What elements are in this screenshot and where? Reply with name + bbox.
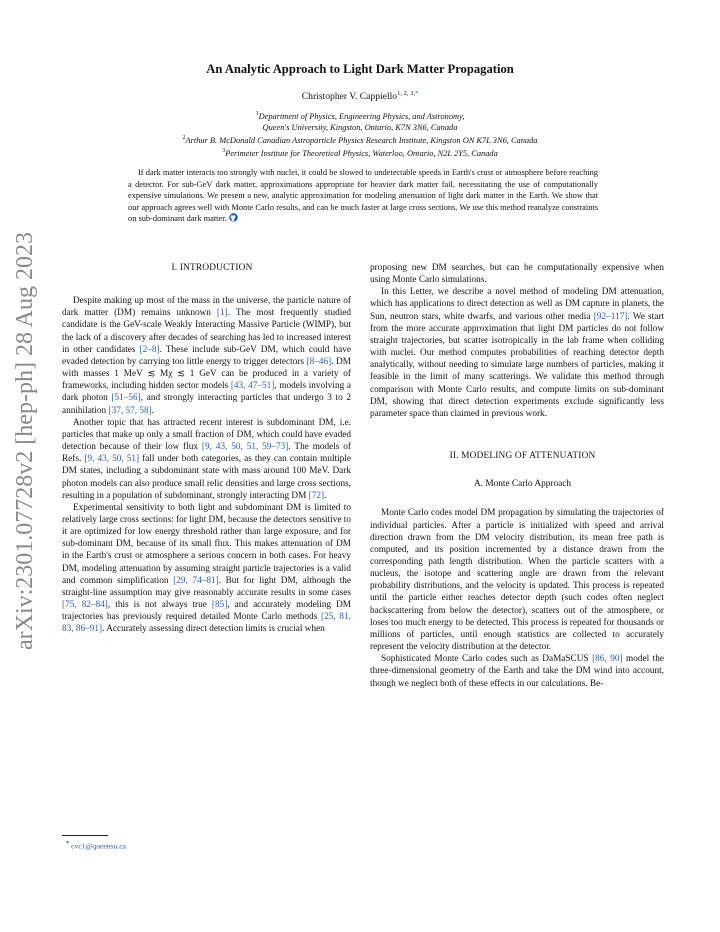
github-icon[interactable] [229, 214, 238, 223]
affiliation-line: Queen's University, Kingston, Ontario, K7N 3N6, Canada [262, 122, 458, 132]
arxiv-identifier-stamp [6, 232, 40, 652]
footnote [66, 840, 126, 851]
paragraph-text: Another topic that has attracted recent interest is subdominant DM, i.e. particles that make up only a small fraction of DM, which could have evaded detection because of their low flux [62, 417, 351, 453]
paragraph-text: fall under both categories, as they can contain multiple DM states, including a subdominant state with mass around 100 MeV. Dark photon models can also produce small relic densities and large cross sections, resulting in a population of subdominant, strongly interacting DM [62, 454, 351, 501]
paragraph-text: . [151, 405, 154, 416]
monte-carlo-paragraph-2 [370, 653, 664, 689]
citation-link[interactable]: [86, 90] [592, 654, 623, 665]
citation-link[interactable]: [51–56] [111, 393, 141, 404]
monte-carlo-paragraph-1: Monte Carlo codes model DM propagation by simulating the trajectories of individual particles. After a particle is initialized with speed and arrival direction drawn from the DM velocity distribution, its mean free path is computed, and its position incremented by a distance drawn from the corresponding path length distribution. When the particle scatters with a nucleus, the isotope and scattering angle are drawn from the relevant probability distributions, and the velocity is updated. This process is repeated until the particle either reaches detector depth (such codes often neglect backscattering from below the detector), scatters out of the atmosphere, or loses too much energy to be detected. This process is repeated for thousands or millions of particles, until enough statistics are collected to accurately represent the velocity distribution at the detector. [370, 508, 664, 653]
paragraph-text: , and accurately modeling DM trajectories has previously required detailed Monte Carlo methods [62, 600, 352, 623]
paper-title: An Analytic Approach to Light Dark Matter Propagation [206, 62, 514, 76]
author-corresponding-mark[interactable]: * [414, 90, 419, 97]
paragraph-text: , and strongly interacting particles that undergo 3 to 2 annihilation [62, 393, 351, 416]
paragraph-text: . The most frequently studied candidate is the GeV-scale Weakly Interacting Massive Particle (WIMP), but the lack of a discovery after decades of searching has led to increased interest in other candidates [62, 308, 351, 355]
footnote-rule [62, 835, 108, 836]
citation-link[interactable]: [43, 47–51] [230, 381, 275, 392]
abstract-text: If dark matter interacts too strongly with nuclei, it could be slowed to undetectable speeds in Earth's crust or atmosphere before reaching a detector. For sub-GeV dark matter, approximations appropriate for heavier dark matter fail, necessitating the use of computationally expensive simulations. We present a new, analytic approximation for modeling attenuation of light dark matter in the Earth. We show that our approach agrees well with Monte Carlo results, and can be much faster at large cross sections. We use this method reanalyze constraints on sub-dominant dark matter. [128, 168, 598, 224]
citation-link[interactable]: [25, 81, 83, 86–91] [62, 612, 351, 635]
paragraph-text: model the three-dimensional geometry of the Earth and take the DM wind into account, though we neglect both of these effects in our calculations. Be- [370, 654, 664, 689]
citation-link[interactable]: [72] [308, 490, 325, 501]
arxiv-id-text: arXiv:2301.07728v2 [hep-ph] 28 Aug 2023 [12, 232, 38, 650]
left-column [62, 262, 351, 636]
paragraph-text: . Accurately assessing direct detection limits is crucial when [102, 624, 325, 635]
intro-paragraph-2 [62, 417, 351, 502]
citation-link[interactable]: [8–46] [306, 356, 332, 367]
author-affiliation-marks: 1, 2, 3, [397, 90, 415, 97]
section-heading-modeling: II. MODELING OF ATTENUATION [449, 451, 596, 462]
paragraph-text: Despite making up most of the mass in the universe, the particle nature of dark matter (DM) remains unknown [62, 296, 351, 319]
paragraph-text: In this Letter, we describe a novel method of modeling DM attenuation, which has applications to direct detection as well as DM capture in planets, the Sun, neutron stars, white dwarfs, and various other media [370, 287, 664, 322]
citation-link[interactable]: [75, 82–84] [62, 600, 108, 611]
footnote-mark: * [66, 840, 70, 847]
intro-paragraph-continued: proposing new DM searches, but can be computationally expensive when using Monte Carlo simulations. [370, 263, 664, 286]
citation-link[interactable]: [92–117] [593, 311, 628, 322]
author-line [0, 90, 720, 102]
paragraph-text: , models involving a dark photon [62, 381, 351, 404]
paragraph-text: . These include sub-GeV DM, which could have evaded detection by carrying too little energy to trigger detectors [62, 344, 351, 367]
affiliation-line: $^1$Department of Physics, Engineering Physics, and Astronomy, [255, 111, 465, 121]
right-column [370, 262, 664, 690]
paragraph-text: . DM with masses 1 MeV ≲ Mχ ≲ 1 GeV can be produced in a variety of frameworks, including hidden sector models [62, 356, 351, 392]
author-email-link[interactable]: cvc1@queensu.ca [71, 841, 126, 851]
citation-link[interactable]: [85] [211, 600, 228, 611]
citation-link[interactable]: [37, 57, 58] [108, 405, 152, 416]
paragraph-text: Experimental sensitivity to both light and subdominant DM is limited to relatively large cross sections: for light DM, because the detectors sensitive to it are optimized for low energy threshold rather than large exposure, and for sub-dominant DM, because of its small flux. This makes attenuation of DM in the Earth's crust or atmosphere a serious concern in both cases. For heavy DM, modeling attenuation by assuming straight particle trajectories is a valid and common simplification [62, 502, 351, 586]
intro-paragraph-1 [62, 295, 351, 417]
affiliation-line: $^2$Arthur B. McDonald Canadian Astroparticle Physics Research Institute, Kingston ON K7L 3N6, Canada [182, 134, 538, 145]
paragraph-text: , this is not always true [107, 600, 212, 611]
abstract [128, 167, 598, 225]
letter-overview-paragraph [370, 286, 664, 420]
author-name: Christopher V. Cappiello [301, 91, 398, 103]
paragraph-text: . We start from the more accurate approximation that light DM particles do not follow straight trajectories, but scatter isotropically in the lab frame when colliding with nuclei. Our method computes probabilities of reaching detector depth analytically, without needing to simulate large numbers of particles, making it feasible in the limit of many scatterings. We validate this method through comparison with Monte Carlo results, and compute limits on sub-dominant DM, showing that direct detection experiments exclude significantly less parameter space than claimed in previous work. [370, 311, 664, 419]
paragraph-text: . But for light DM, although the straight-line assumption may give reasonably accurate results in some cases [62, 575, 351, 598]
affiliations [0, 109, 720, 158]
section-heading-introduction: I. INTRODUCTION [171, 263, 253, 273]
citation-link[interactable]: [1] [216, 308, 228, 319]
subsection-heading-monte-carlo: A. Monte Carlo Approach [473, 479, 572, 490]
paragraph-text: Sophisticated Monte Carlo codes such as DaMaSCUS [381, 654, 593, 665]
paragraph-text: . [324, 490, 327, 501]
citation-link[interactable]: [9, 43, 50, 51] [84, 454, 140, 465]
citation-link[interactable]: [2–8] [139, 344, 160, 355]
citation-link[interactable]: [29, 74–81] [173, 575, 219, 586]
citation-link[interactable]: [9, 43, 50, 51, 59–73] [201, 442, 289, 453]
affiliation-line: $^3$Perimeter Institute for Theoretical Physics, Waterloo, Ontario, N2L 2Y5, Canada [222, 147, 498, 158]
paragraph-text: . The models of Refs. [62, 442, 351, 465]
intro-paragraph-3 [62, 502, 351, 636]
